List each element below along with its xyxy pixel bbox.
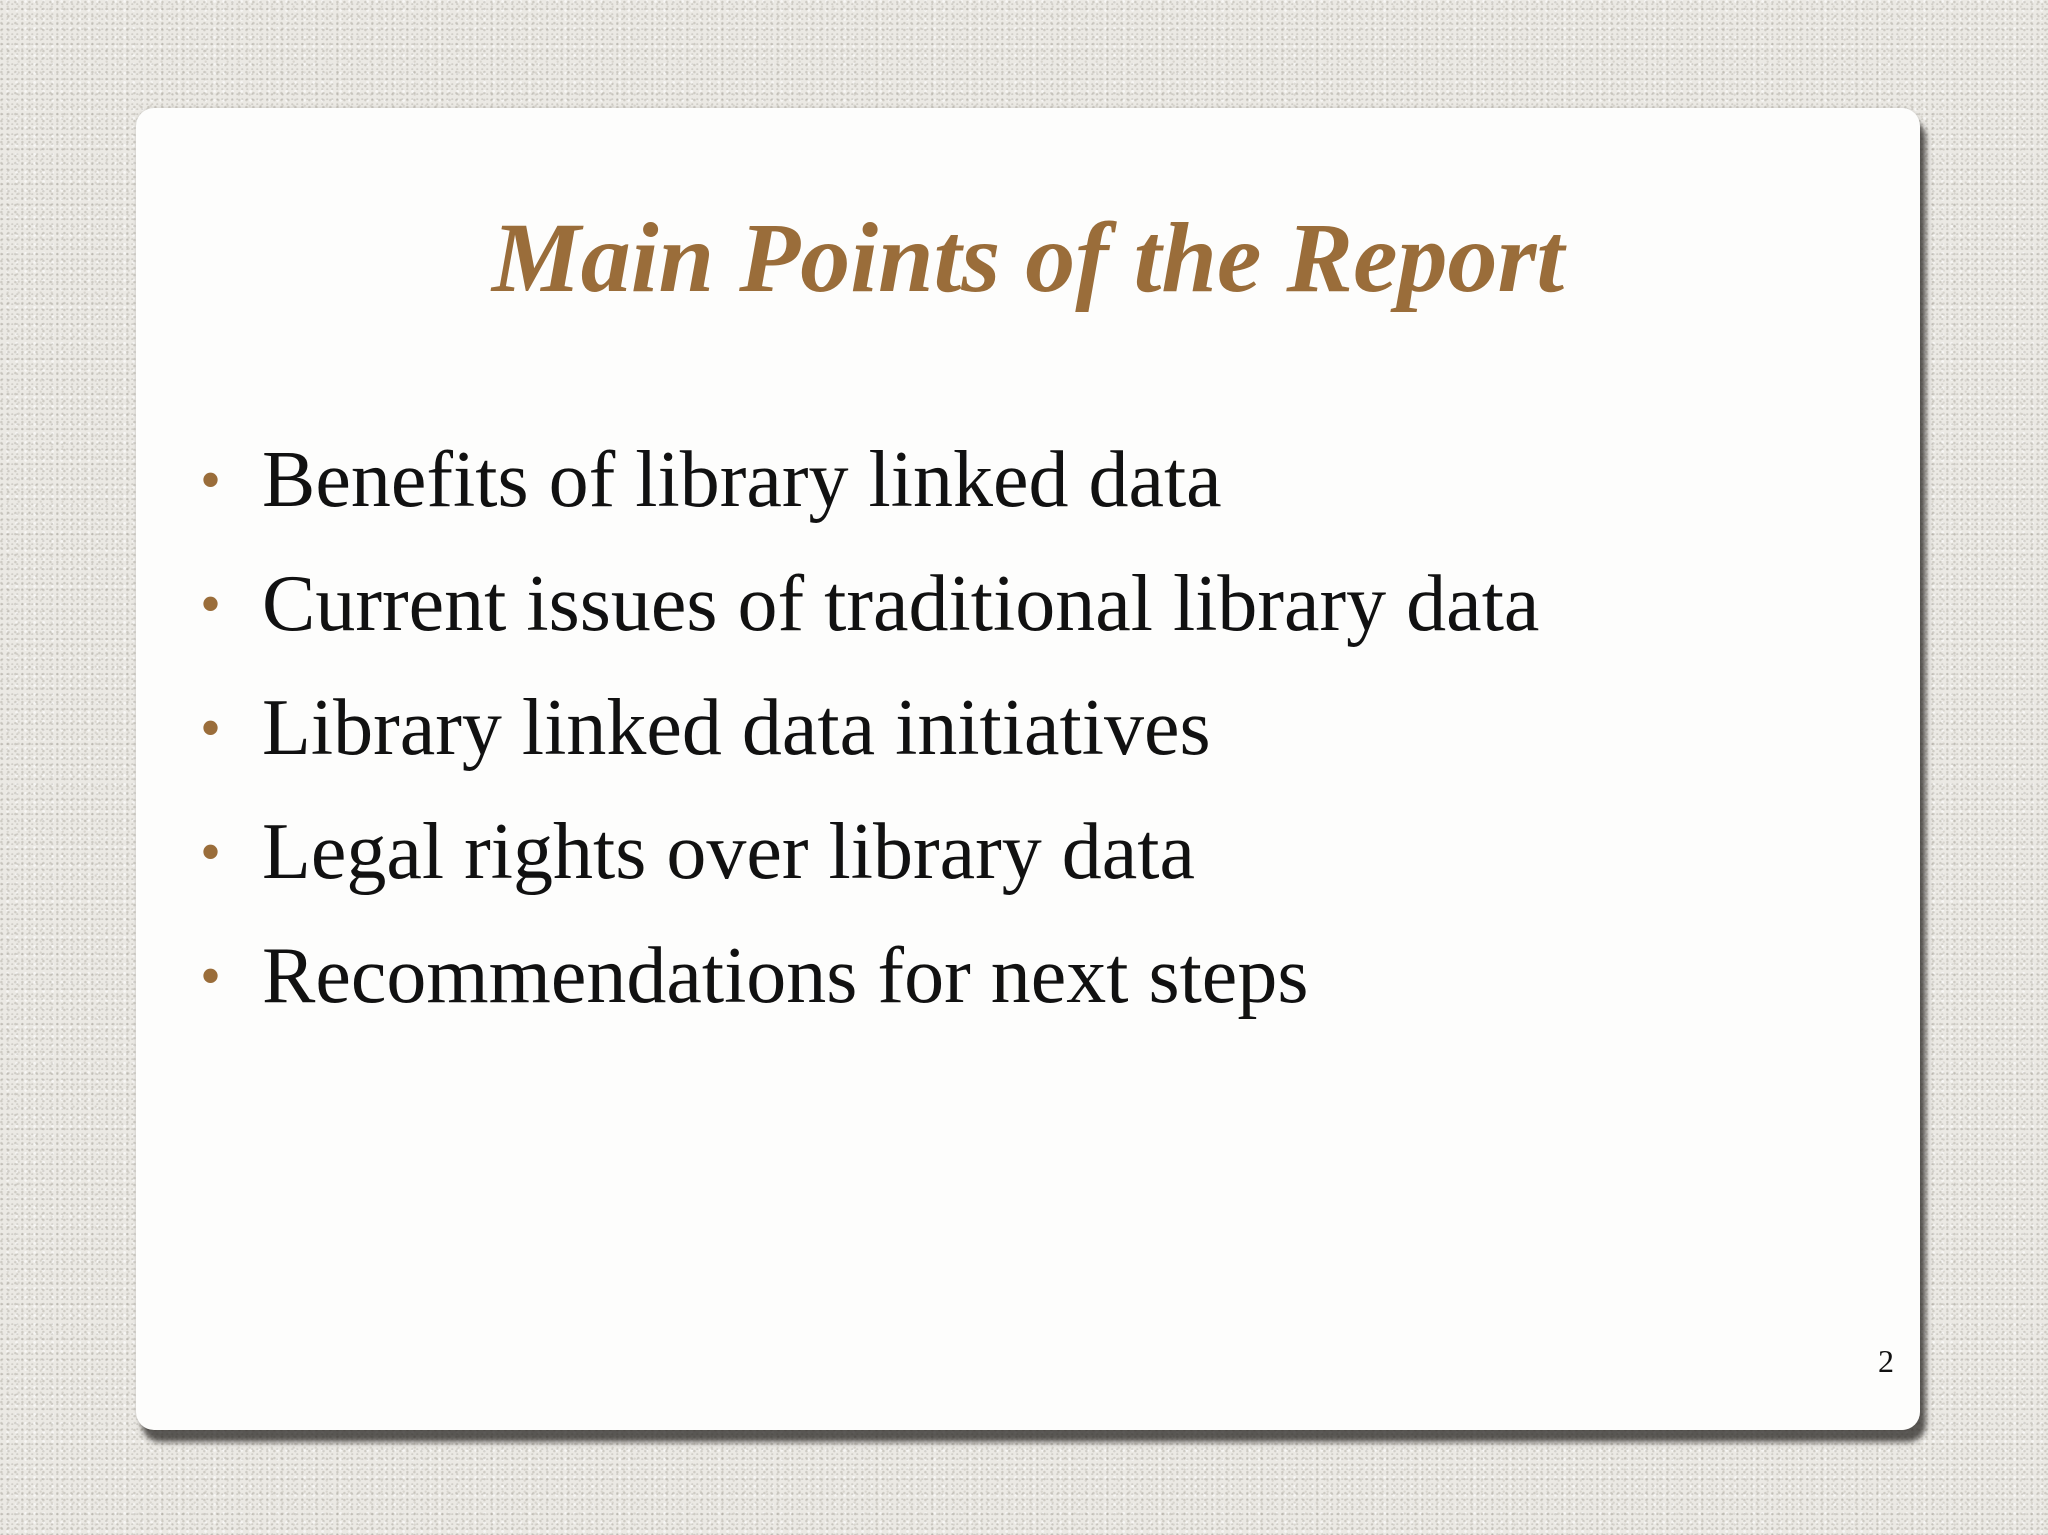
bullet-icon: • xyxy=(200,447,222,513)
bullet-text: Recommendations for next steps xyxy=(262,932,1309,1020)
bullet-item xyxy=(200,418,1539,542)
bullet-text: Legal rights over library data xyxy=(262,808,1195,896)
bullet-item xyxy=(200,790,1539,914)
page-number: 2 xyxy=(1878,1343,1894,1379)
bullet-text: Benefits of library linked data xyxy=(262,436,1222,524)
bullet-text: Library linked data initiatives xyxy=(262,684,1211,772)
slide-title: Main Points of the Report xyxy=(491,202,1565,313)
bullet-item xyxy=(200,666,1539,790)
slide xyxy=(136,108,1920,1430)
bullet-icon: • xyxy=(200,571,222,637)
bullet-icon: • xyxy=(200,695,222,761)
bullet-item xyxy=(200,914,1539,1038)
bullet-text: Current issues of traditional library data xyxy=(262,560,1540,648)
bullet-icon: • xyxy=(200,943,222,1009)
bullet-item xyxy=(200,542,1539,666)
bullet-list xyxy=(200,418,1539,1038)
bullet-icon: • xyxy=(200,819,222,885)
